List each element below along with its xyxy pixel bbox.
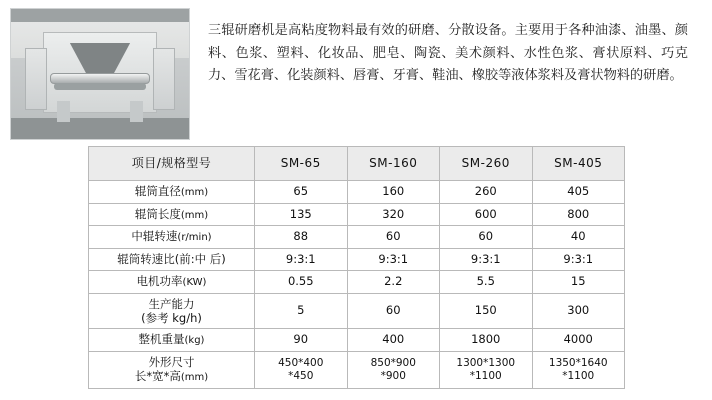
row-value: 400 (347, 329, 440, 352)
row-value: 135 (255, 203, 348, 226)
table-row (89, 351, 625, 388)
row-value: 1300*1300 *1100 (440, 351, 533, 388)
machine-leg-right (130, 101, 142, 122)
product-description: 三辊研磨机是高粘度物料最有效的研磨、分散设备。主要用于各种油漆、油墨、颜料、色浆、塑料、化妆品、肥皂、陶瓷、美术颜料、水性色浆、膏状原料、巧克力、雪花膏、化装颜料、唇膏、牙膏、鞋油、橡胶等液体浆料及膏状物料的研磨。 (208, 23, 688, 84)
table-row (89, 329, 625, 352)
row-value: 60 (347, 293, 440, 329)
table-header-cell-0: 项目/规格型号 (89, 147, 255, 181)
row-label: 辊筒直径(mm) (89, 181, 255, 204)
table-row (89, 293, 625, 329)
specification-table (88, 146, 625, 389)
row-value: 40 (532, 226, 625, 249)
machine-leg-left (57, 101, 69, 122)
row-value: 600 (440, 203, 533, 226)
machine-right-panel (153, 48, 174, 110)
table-row (89, 248, 625, 271)
row-value: 65 (255, 181, 348, 204)
row-label: 辊筒长度(mm) (89, 203, 255, 226)
row-value: 800 (532, 203, 625, 226)
table-header-cell-4: SM-405 (532, 147, 625, 181)
row-value: 60 (440, 226, 533, 249)
row-value: 9:3:1 (255, 248, 348, 271)
table-row (89, 271, 625, 294)
row-label: 辊筒转速比(前:中 后) (89, 248, 255, 271)
table-header-cell-1: SM-65 (255, 147, 348, 181)
row-value: 405 (532, 181, 625, 204)
row-value: 9:3:1 (440, 248, 533, 271)
row-value: 850*900 *900 (347, 351, 440, 388)
table-body (89, 181, 625, 389)
row-value: 150 (440, 293, 533, 329)
row-label: 电机功率(KW) (89, 271, 255, 294)
header-section (0, 0, 712, 140)
row-value: 260 (440, 181, 533, 204)
table-row (89, 181, 625, 204)
row-label: 中辊转速(r/min) (89, 226, 255, 249)
row-value: 1350*1640 *1100 (532, 351, 625, 388)
row-value: 15 (532, 271, 625, 294)
machine-left-panel (25, 48, 46, 110)
row-value: 4000 (532, 329, 625, 352)
row-label: 外形尺寸 长*宽*高(mm) (89, 351, 255, 388)
row-label: 整机重量(kg) (89, 329, 255, 352)
table-header-row (89, 147, 625, 181)
row-value: 2.2 (347, 271, 440, 294)
row-value: 5 (255, 293, 348, 329)
table-row (89, 203, 625, 226)
row-value: 0.55 (255, 271, 348, 294)
row-value: 60 (347, 226, 440, 249)
table-row (89, 226, 625, 249)
machine-roller-rear (54, 83, 147, 90)
table-header-cell-2: SM-160 (347, 147, 440, 181)
specification-table-wrapper (88, 146, 624, 389)
table-header-cell-3: SM-260 (440, 147, 533, 181)
row-label: 生产能力 (参考 kg/h) (89, 293, 255, 329)
row-value: 9:3:1 (532, 248, 625, 271)
row-value: 5.5 (440, 271, 533, 294)
row-value: 9:3:1 (347, 248, 440, 271)
row-value: 90 (255, 329, 348, 352)
photo-floor (11, 118, 189, 139)
photo-ceiling-band (11, 9, 189, 22)
row-value: 88 (255, 226, 348, 249)
row-value: 300 (532, 293, 625, 329)
row-value: 1800 (440, 329, 533, 352)
row-value: 450*400 *450 (255, 351, 348, 388)
triple-roll-mill-photo (10, 8, 190, 140)
row-value: 160 (347, 181, 440, 204)
row-value: 320 (347, 203, 440, 226)
